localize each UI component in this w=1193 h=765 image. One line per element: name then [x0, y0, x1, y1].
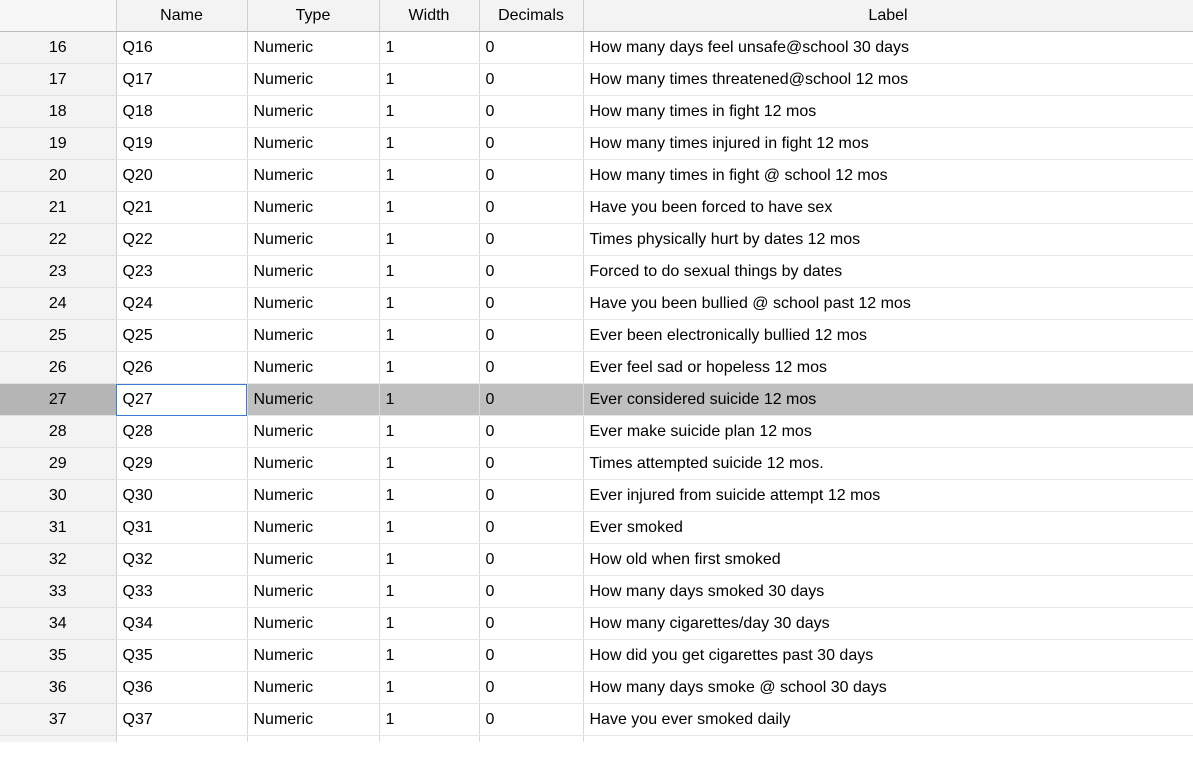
cell-type[interactable]: Numeric: [247, 640, 379, 672]
cell-type[interactable]: Numeric: [247, 512, 379, 544]
cell-partial: [479, 736, 583, 742]
cell-name[interactable]: Q24: [116, 288, 247, 320]
row-number[interactable]: 16: [0, 32, 116, 64]
cell-label[interactable]: How many times in fight @ school 12 mos: [583, 160, 1193, 192]
cell-decimals[interactable]: 0: [479, 288, 583, 320]
partial-row: [0, 736, 1193, 742]
row-number[interactable]: 32: [0, 544, 116, 576]
cell-label[interactable]: Have you ever smoked daily: [583, 704, 1193, 736]
cell-name[interactable]: Q23: [116, 256, 247, 288]
cell-decimals[interactable]: 0: [479, 192, 583, 224]
cell-type[interactable]: Numeric: [247, 416, 379, 448]
cell-width[interactable]: 1: [379, 384, 479, 416]
table-row: [0, 576, 1193, 608]
cell-decimals[interactable]: 0: [479, 544, 583, 576]
cell-label[interactable]: Ever feel sad or hopeless 12 mos: [583, 352, 1193, 384]
cell-type[interactable]: Numeric: [247, 608, 379, 640]
cell-name[interactable]: Q34: [116, 608, 247, 640]
cell-label[interactable]: Ever smoked: [583, 512, 1193, 544]
cell-label[interactable]: Have you been forced to have sex: [583, 192, 1193, 224]
cell-name[interactable]: Q31: [116, 512, 247, 544]
cell-width[interactable]: 1: [379, 640, 479, 672]
grid-body: [0, 32, 1193, 742]
cell-width[interactable]: 1: [379, 288, 479, 320]
cell-name[interactable]: Q36: [116, 672, 247, 704]
row-number[interactable]: 20: [0, 160, 116, 192]
cell-type[interactable]: Numeric: [247, 576, 379, 608]
cell-name[interactable]: Q25: [116, 320, 247, 352]
cell-width[interactable]: 1: [379, 320, 479, 352]
row-number[interactable]: 37: [0, 704, 116, 736]
table-row: [0, 608, 1193, 640]
cell-name[interactable]: Q28: [116, 416, 247, 448]
cell-type[interactable]: Numeric: [247, 448, 379, 480]
cell-width[interactable]: 1: [379, 448, 479, 480]
cell-label[interactable]: How many times threatened@school 12 mos: [583, 64, 1193, 96]
cell-label[interactable]: How many times injured in fight 12 mos: [583, 128, 1193, 160]
cell-decimals[interactable]: 0: [479, 448, 583, 480]
row-number[interactable]: 19: [0, 128, 116, 160]
cell-label[interactable]: How did you get cigarettes past 30 days: [583, 640, 1193, 672]
table-row: [0, 224, 1193, 256]
cell-name-active[interactable]: Q27: [116, 384, 247, 416]
cell-label[interactable]: Times physically hurt by dates 12 mos: [583, 224, 1193, 256]
cell-decimals[interactable]: 0: [479, 160, 583, 192]
cell-partial: [583, 736, 1193, 742]
cell-name[interactable]: Q35: [116, 640, 247, 672]
cell-name[interactable]: Q33: [116, 576, 247, 608]
cell-name[interactable]: Q19: [116, 128, 247, 160]
cell-name[interactable]: Q21: [116, 192, 247, 224]
cell-decimals[interactable]: 0: [479, 384, 583, 416]
column-header-decimals[interactable]: Decimals: [479, 0, 583, 32]
table-row: [0, 416, 1193, 448]
cell-partial: [379, 736, 479, 742]
cell-label[interactable]: Ever been electronically bullied 12 mos: [583, 320, 1193, 352]
cell-decimals[interactable]: 0: [479, 320, 583, 352]
row-number[interactable]: 18: [0, 96, 116, 128]
cell-decimals[interactable]: 0: [479, 352, 583, 384]
row-number[interactable]: 35: [0, 640, 116, 672]
cell-width[interactable]: 1: [379, 704, 479, 736]
cell-width[interactable]: 1: [379, 480, 479, 512]
cell-label[interactable]: Forced to do sexual things by dates: [583, 256, 1193, 288]
cell-width[interactable]: 1: [379, 32, 479, 64]
header-row: [0, 0, 1193, 32]
cell-decimals[interactable]: 0: [479, 480, 583, 512]
cell-width[interactable]: 1: [379, 416, 479, 448]
cell-decimals[interactable]: 0: [479, 224, 583, 256]
cell-decimals[interactable]: 0: [479, 512, 583, 544]
cell-width[interactable]: 1: [379, 128, 479, 160]
table-row: [0, 480, 1193, 512]
cell-decimals[interactable]: 0: [479, 576, 583, 608]
cell-partial: [116, 736, 247, 742]
cell-width[interactable]: 1: [379, 192, 479, 224]
cell-decimals[interactable]: 0: [479, 128, 583, 160]
cell-width[interactable]: 1: [379, 608, 479, 640]
row-number[interactable]: 22: [0, 224, 116, 256]
cell-width[interactable]: 1: [379, 96, 479, 128]
cell-decimals[interactable]: 0: [479, 608, 583, 640]
cell-type[interactable]: Numeric: [247, 128, 379, 160]
table-row: [0, 704, 1193, 736]
cell-decimals[interactable]: 0: [479, 64, 583, 96]
cell-type[interactable]: Numeric: [247, 96, 379, 128]
table-row: [0, 288, 1193, 320]
cell-width[interactable]: 1: [379, 576, 479, 608]
table-row: [0, 544, 1193, 576]
column-header-type[interactable]: Type: [247, 0, 379, 32]
cell-width[interactable]: 1: [379, 64, 479, 96]
cell-type[interactable]: Numeric: [247, 544, 379, 576]
row-number[interactable]: 17: [0, 64, 116, 96]
table-row: [0, 160, 1193, 192]
cell-type[interactable]: Numeric: [247, 320, 379, 352]
cell-name[interactable]: Q32: [116, 544, 247, 576]
cell-type[interactable]: Numeric: [247, 288, 379, 320]
cell-decimals[interactable]: 0: [479, 96, 583, 128]
cell-label[interactable]: Times attempted suicide 12 mos.: [583, 448, 1193, 480]
row-number[interactable]: 28: [0, 416, 116, 448]
row-number[interactable]: 21: [0, 192, 116, 224]
corner-header[interactable]: [0, 0, 116, 32]
table-row: [0, 128, 1193, 160]
table-row: [0, 640, 1193, 672]
row-number[interactable]: 36: [0, 672, 116, 704]
cell-name[interactable]: Q22: [116, 224, 247, 256]
cell-type[interactable]: Numeric: [247, 160, 379, 192]
cell-partial: [247, 736, 379, 742]
cell-name[interactable]: Q20: [116, 160, 247, 192]
cell-name[interactable]: Q26: [116, 352, 247, 384]
cell-type[interactable]: Numeric: [247, 672, 379, 704]
cell-label[interactable]: How many days smoked 30 days: [583, 576, 1193, 608]
cell-type[interactable]: Numeric: [247, 704, 379, 736]
cell-width[interactable]: 1: [379, 224, 479, 256]
cell-decimals[interactable]: 0: [479, 416, 583, 448]
row-number[interactable]: 27: [0, 384, 116, 416]
table-row: [0, 32, 1193, 64]
cell-type[interactable]: Numeric: [247, 384, 379, 416]
row-number[interactable]: 24: [0, 288, 116, 320]
table-row: [0, 512, 1193, 544]
table-row: [0, 256, 1193, 288]
cell-label[interactable]: Ever make suicide plan 12 mos: [583, 416, 1193, 448]
column-header-label[interactable]: Label: [583, 0, 1193, 32]
cell-width[interactable]: 1: [379, 512, 479, 544]
cell-name[interactable]: Q16: [116, 32, 247, 64]
table-row: [0, 96, 1193, 128]
cell-decimals[interactable]: 0: [479, 256, 583, 288]
row-number[interactable]: 25: [0, 320, 116, 352]
cell-name[interactable]: Q29: [116, 448, 247, 480]
column-header-name[interactable]: Name: [116, 0, 247, 32]
cell-type[interactable]: Numeric: [247, 192, 379, 224]
table-row: [0, 352, 1193, 384]
cell-name[interactable]: Q37: [116, 704, 247, 736]
cell-decimals[interactable]: 0: [479, 640, 583, 672]
column-header-width[interactable]: Width: [379, 0, 479, 32]
cell-label[interactable]: Have you been bullied @ school past 12 mos: [583, 288, 1193, 320]
row-number-partial: [0, 736, 116, 742]
row-number[interactable]: 31: [0, 512, 116, 544]
cell-width[interactable]: 1: [379, 160, 479, 192]
cell-label[interactable]: How many days feel unsafe@school 30 days: [583, 32, 1193, 64]
cell-width[interactable]: 1: [379, 544, 479, 576]
cell-name[interactable]: Q30: [116, 480, 247, 512]
cell-decimals[interactable]: 0: [479, 672, 583, 704]
row-number[interactable]: 30: [0, 480, 116, 512]
row-number[interactable]: 23: [0, 256, 116, 288]
row-number[interactable]: 26: [0, 352, 116, 384]
row-number[interactable]: 34: [0, 608, 116, 640]
cell-width[interactable]: 1: [379, 352, 479, 384]
cell-label[interactable]: How many cigarettes/day 30 days: [583, 608, 1193, 640]
cell-width[interactable]: 1: [379, 256, 479, 288]
cell-type[interactable]: Numeric: [247, 32, 379, 64]
cell-label[interactable]: How old when first smoked: [583, 544, 1193, 576]
cell-name[interactable]: Q17: [116, 64, 247, 96]
row-number[interactable]: 33: [0, 576, 116, 608]
cell-type[interactable]: Numeric: [247, 256, 379, 288]
cell-name[interactable]: Q18: [116, 96, 247, 128]
table-row-selected: [0, 384, 1193, 416]
cell-width[interactable]: 1: [379, 672, 479, 704]
table-row: [0, 320, 1193, 352]
cell-label[interactable]: How many days smoke @ school 30 days: [583, 672, 1193, 704]
cell-label[interactable]: How many times in fight 12 mos: [583, 96, 1193, 128]
table-row: [0, 192, 1193, 224]
cell-type[interactable]: Numeric: [247, 64, 379, 96]
cell-decimals[interactable]: 0: [479, 704, 583, 736]
table-row: [0, 672, 1193, 704]
table-row: [0, 64, 1193, 96]
cell-type[interactable]: Numeric: [247, 352, 379, 384]
cell-decimals[interactable]: 0: [479, 32, 583, 64]
cell-label[interactable]: Ever injured from suicide attempt 12 mos: [583, 480, 1193, 512]
cell-type[interactable]: Numeric: [247, 224, 379, 256]
table-row: [0, 448, 1193, 480]
row-number[interactable]: 29: [0, 448, 116, 480]
cell-label[interactable]: Ever considered suicide 12 mos: [583, 384, 1193, 416]
cell-type[interactable]: Numeric: [247, 480, 379, 512]
